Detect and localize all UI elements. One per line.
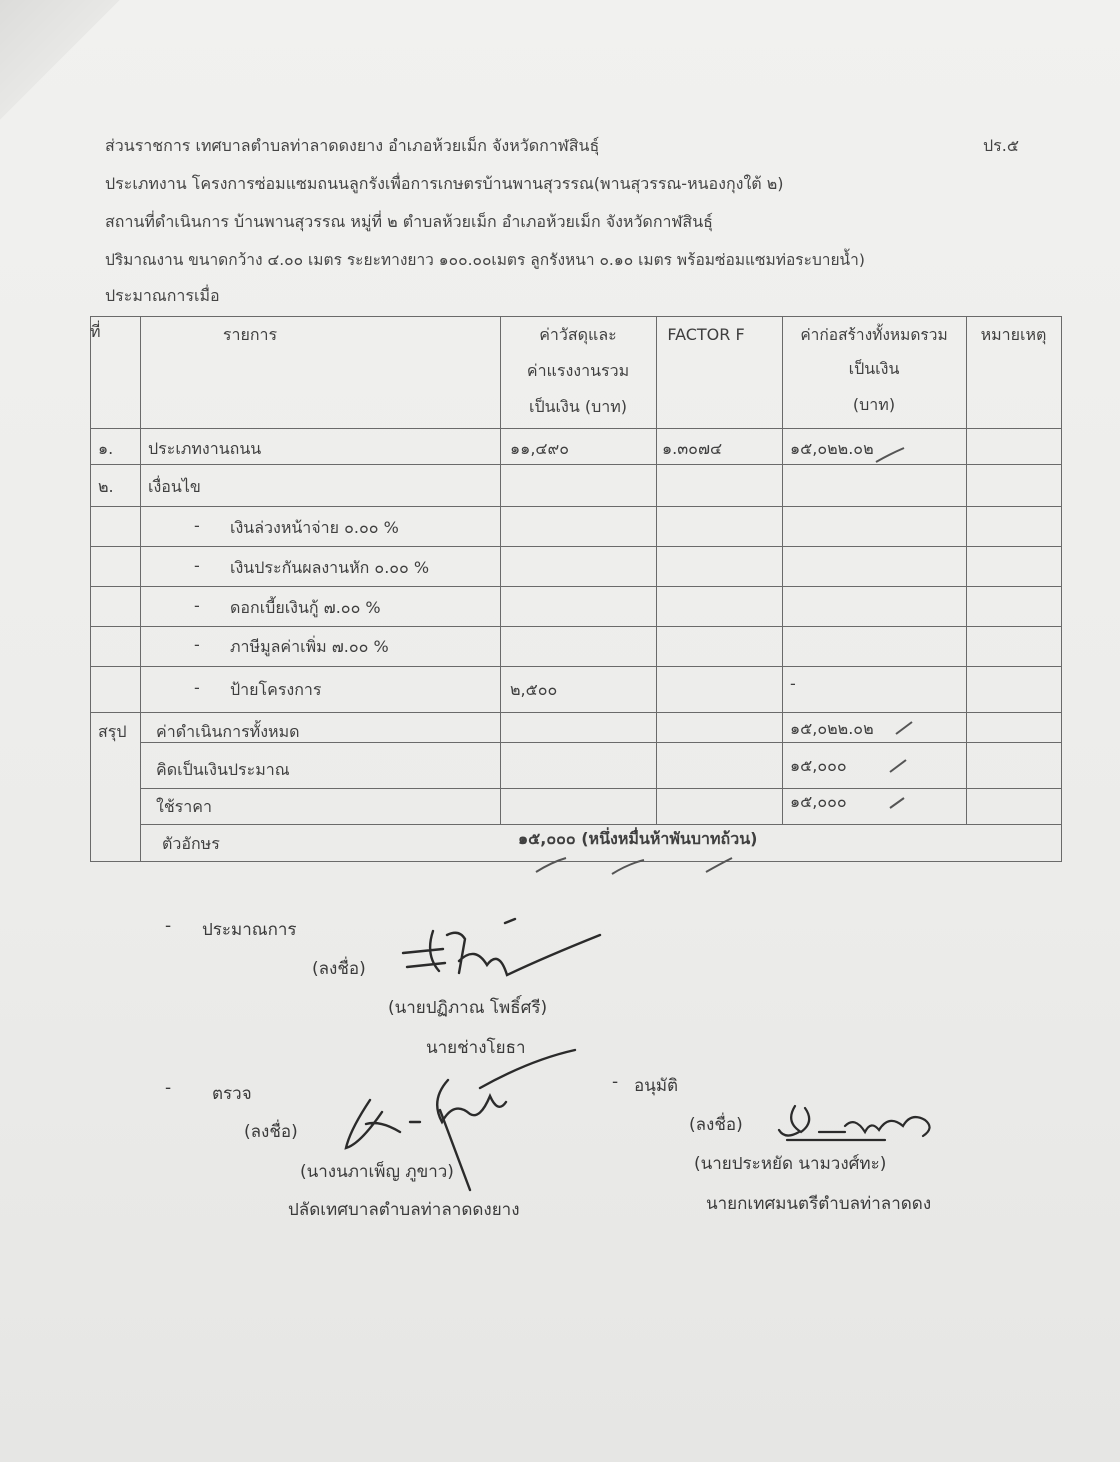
row1-factor: ๑.๓๐๗๔	[662, 439, 723, 458]
approve-dash: -	[612, 1072, 619, 1092]
quantity-line: ปริมาณงาน ขนาดกว้าง ๔.๐๐ เมตร ระยะทางยาว ๑๐๐.๐๐เมตร ลูกรังหนา ๐.๑๐ เมตร พร้อมซ่อมแซมท่อระบายน้ำ)	[105, 251, 865, 269]
summary-approx-value: ๑๕,๐๐๐	[790, 756, 847, 775]
estimate-position: นายช่างโยธา	[426, 1038, 526, 1058]
condition-advance-payment: เงินล่วงหน้าจ่าย ๐.๐๐ %	[230, 518, 399, 537]
header-cost-line3: เป็นเงิน (บาท)	[528, 397, 628, 416]
form-code: ปร.๕	[983, 136, 1019, 155]
summary-price-label: ใช้ราคา	[156, 797, 212, 816]
condition-dash: -	[194, 556, 200, 575]
estimate-date-line: ประมาณการเมื่อ	[105, 286, 220, 305]
condition-project-sign: ป้ายโครงการ	[230, 680, 322, 699]
condition-dash: -	[194, 678, 200, 697]
project-sign-total: -	[790, 674, 796, 693]
work-type-line: ประเภทงาน โครงการซ่อมแซมถนนลูกรังเพื่อการเกษตรบ้านพานสุวรรณ(พานสุวรรณ-หนองกุงใต้ ๒)	[105, 174, 784, 193]
check-dash: -	[165, 1078, 172, 1098]
header-cost-line1: ค่าวัสดุและ	[539, 325, 617, 344]
estimate-dash: -	[165, 916, 172, 936]
words-label: ตัวอักษร	[162, 834, 220, 853]
row1-item: ประเภทงานถนน	[148, 439, 262, 458]
approve-sign-label: (ลงชื่อ)	[689, 1115, 743, 1135]
approve-role: อนุมัติ	[634, 1076, 679, 1096]
summary-total-cost-label: ค่าดำเนินการทั้งหมด	[156, 722, 300, 741]
check-name: (นางนภาเพ็ญ ภูขาว)	[300, 1162, 454, 1182]
estimate-sign-label: (ลงชื่อ)	[312, 959, 366, 979]
check-role: ตรวจ	[212, 1084, 252, 1104]
summary-price-value: ๑๕,๐๐๐	[790, 792, 847, 811]
header-total-line1: ค่าก่อสร้างทั้งหมดรวม	[800, 326, 948, 344]
header-total-line2: เป็นเงิน	[848, 359, 900, 378]
header-factor: FACTOR F	[667, 325, 745, 344]
condition-dash: -	[194, 516, 200, 535]
row1-cost: ๑๑,๔๙๐	[510, 439, 569, 458]
summary-label: สรุป	[98, 722, 127, 741]
summary-approx-label: คิดเป็นเงินประมาณ	[156, 760, 290, 779]
header-no: ที่	[90, 322, 101, 341]
estimate-name: (นายปฏิภาณ โพธิ์ศรี)	[388, 998, 548, 1018]
check-position: ปลัดเทศบาลตำบลท่าลาดดงยาง	[288, 1200, 520, 1220]
condition-dash: -	[194, 596, 200, 615]
row2-item: เงื่อนไข	[148, 477, 201, 496]
approve-position: นายกเทศมนตรีตำบลท่าลาดดง	[706, 1194, 932, 1214]
words-value: ๑๕,๐๐๐ (หนึ่งหมื่นห้าพันบาทถ้วน)	[518, 829, 758, 848]
check-sign-label: (ลงชื่อ)	[244, 1122, 298, 1142]
approve-signature	[775, 1092, 945, 1152]
summary-total-cost-value: ๑๕,๐๒๒.๐๒	[790, 719, 874, 738]
header-remark: หมายเหตุ	[980, 325, 1047, 344]
header-item: รายการ	[222, 325, 278, 344]
estimate-signature	[395, 905, 610, 985]
approve-name: (นายประหยัด นามวงศ์ทะ)	[694, 1154, 887, 1174]
condition-performance-guarantee: เงินประกันผลงานหัก ๐.๐๐ %	[230, 558, 430, 577]
header-cost-line2: ค่าแรงงานรวม	[526, 361, 630, 380]
condition-loan-interest: ดอกเบี้ยเงินกู้ ๗.๐๐ %	[230, 598, 381, 617]
project-sign-cost: ๒,๕๐๐	[510, 680, 558, 699]
condition-dash: -	[194, 635, 200, 654]
row1-no: ๑.	[98, 439, 114, 458]
header-total-line3: (บาท)	[852, 395, 896, 414]
location-line: สถานที่ดำเนินการ บ้านพานสุวรรณ หมู่ที่ ๒ ตำบลห้วยเม็ก อำเภอห้วยเม็ก จังหวัดกาฬสินธุ์	[105, 212, 713, 231]
row1-total: ๑๕,๐๒๒.๐๒	[790, 439, 874, 458]
condition-vat: ภาษีมูลค่าเพิ่ม ๗.๐๐ %	[230, 637, 389, 656]
row2-no: ๒.	[98, 477, 114, 496]
estimate-role: ประมาณการ	[202, 920, 297, 940]
agency-line: ส่วนราชการ เทศบาลตำบลท่าลาดดงยาง อำเภอห้วยเม็ก จังหวัดกาฬสินธุ์	[105, 136, 600, 155]
